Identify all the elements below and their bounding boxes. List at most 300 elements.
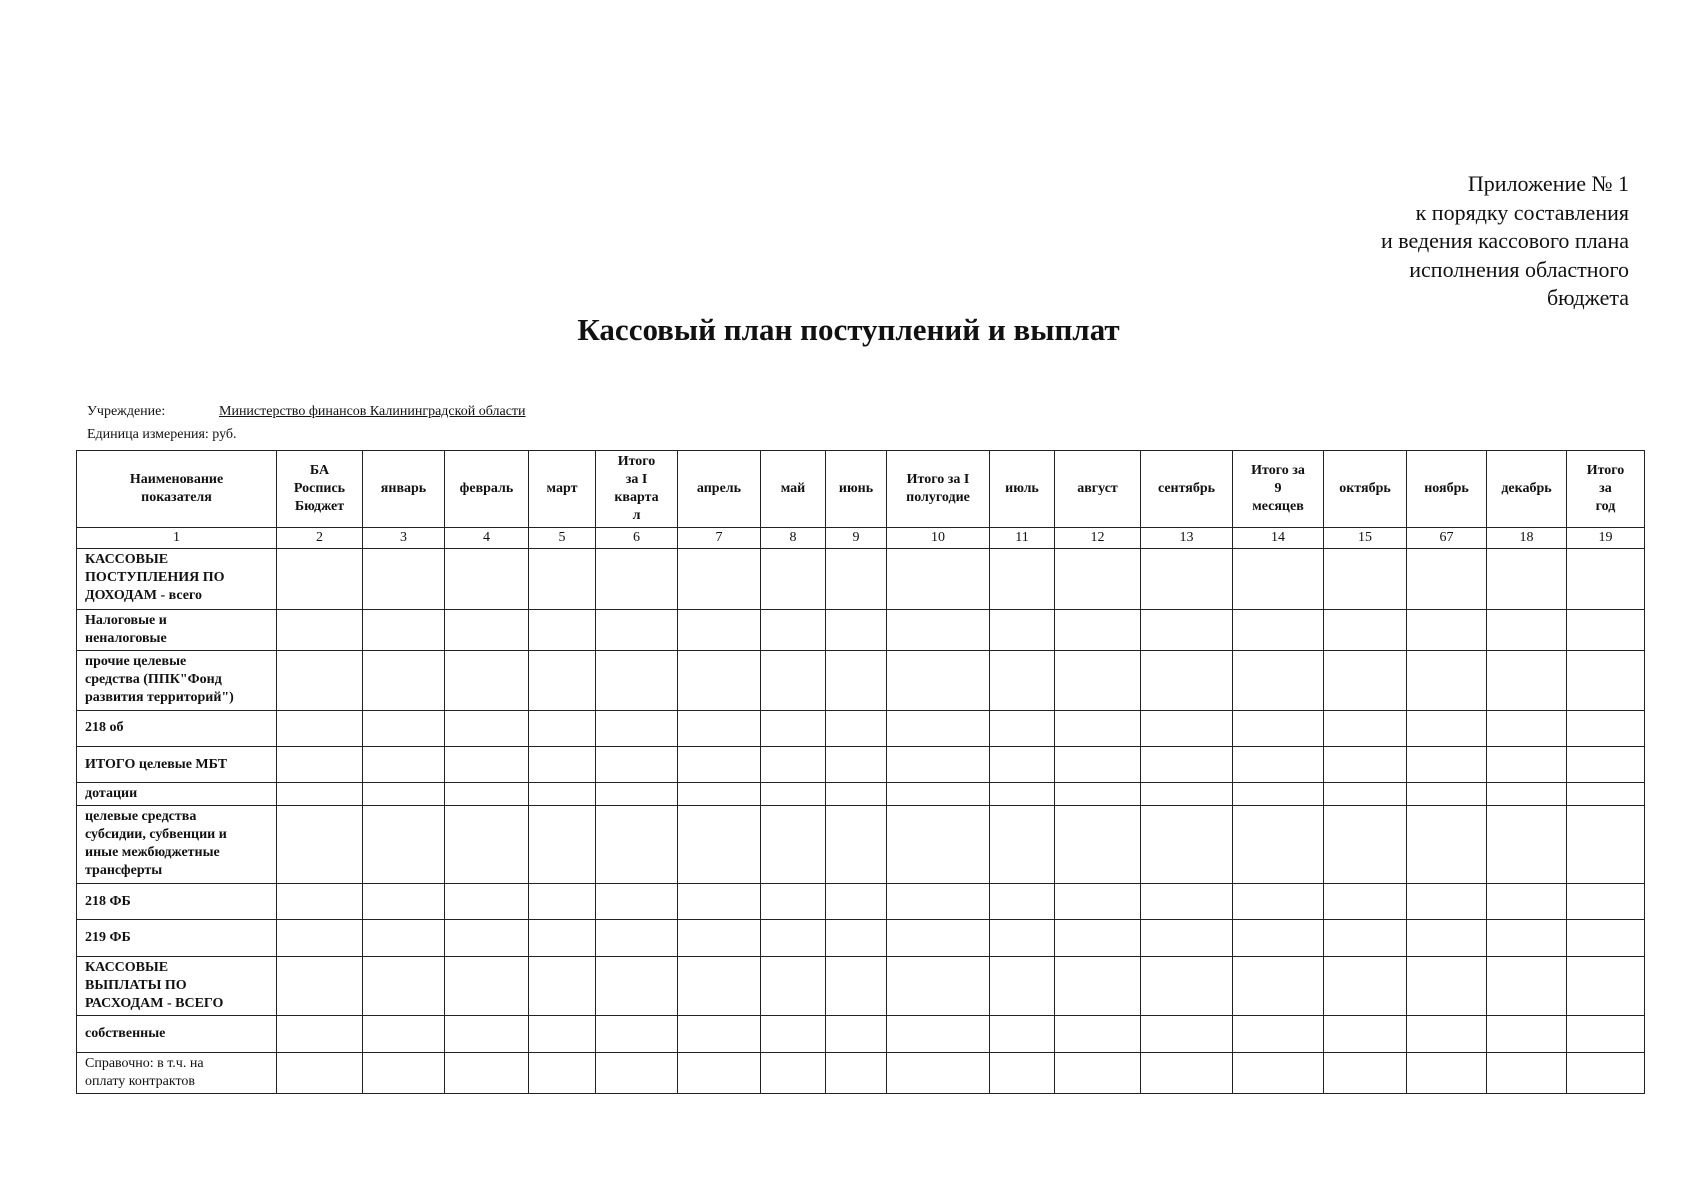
value-cell xyxy=(363,746,445,782)
value-cell xyxy=(529,956,596,1016)
column-header xyxy=(1567,451,1645,528)
value-cell xyxy=(1487,651,1567,711)
cell-text-line: субсидии, субвенции и xyxy=(85,827,227,843)
value-cell xyxy=(1055,884,1141,920)
table-row xyxy=(77,746,1645,782)
value-cell xyxy=(1141,746,1233,782)
table-row xyxy=(77,1052,1645,1093)
value-cell xyxy=(529,549,596,610)
value-cell xyxy=(529,1016,596,1052)
table-row xyxy=(77,956,1645,1016)
value-cell xyxy=(1055,806,1141,884)
value-cell xyxy=(596,710,678,746)
column-number: 6 xyxy=(596,528,678,549)
table-row xyxy=(77,920,1645,956)
cell-text-line: средства (ППК"Фонд xyxy=(85,672,222,688)
cell-text-line: ВЫПЛАТЫ ПО xyxy=(85,977,187,993)
row-label xyxy=(77,746,277,782)
column-number: 3 xyxy=(363,528,445,549)
table-row xyxy=(77,609,1645,650)
table-row xyxy=(77,651,1645,711)
header-row xyxy=(77,451,1645,528)
value-cell xyxy=(1567,746,1645,782)
column-header xyxy=(77,451,277,528)
cell-text-line: 218 ФБ xyxy=(85,893,131,909)
value-cell xyxy=(1487,806,1567,884)
cell-text-line: октябрь xyxy=(1339,481,1391,496)
value-cell xyxy=(1407,746,1487,782)
cell-text-line: РАСХОДАМ - ВСЕГО xyxy=(85,995,224,1011)
value-cell xyxy=(761,884,826,920)
value-cell xyxy=(1055,920,1141,956)
value-cell xyxy=(363,710,445,746)
cell-text-line: январь xyxy=(380,481,427,496)
institution-label: Учреждение: xyxy=(87,404,166,419)
cell-text-line: полугодие xyxy=(906,490,970,505)
value-cell xyxy=(277,806,363,884)
cell-text-line: Итого xyxy=(617,454,656,469)
column-header xyxy=(1141,451,1233,528)
value-cell xyxy=(445,884,529,920)
value-cell xyxy=(1233,609,1324,650)
cell-text-line: трансферты xyxy=(85,863,163,879)
appendix-line: Приложение № 1 xyxy=(1467,171,1629,196)
value-cell xyxy=(1487,1052,1567,1093)
appendix-block xyxy=(1381,170,1629,313)
value-cell xyxy=(1487,884,1567,920)
value-cell xyxy=(445,806,529,884)
cell-text-line: собственные xyxy=(85,1025,166,1041)
value-cell xyxy=(277,549,363,610)
value-cell xyxy=(277,746,363,782)
value-cell xyxy=(1233,956,1324,1016)
value-cell xyxy=(277,956,363,1016)
value-cell xyxy=(826,1052,887,1093)
column-header xyxy=(596,451,678,528)
value-cell xyxy=(887,549,990,610)
value-cell xyxy=(529,783,596,806)
column-number: 19 xyxy=(1567,528,1645,549)
value-cell xyxy=(363,549,445,610)
value-cell xyxy=(826,920,887,956)
value-cell xyxy=(1407,806,1487,884)
value-cell xyxy=(761,783,826,806)
value-cell xyxy=(887,710,990,746)
value-cell xyxy=(990,549,1055,610)
value-cell xyxy=(678,746,761,782)
column-number: 4 xyxy=(445,528,529,549)
table-body xyxy=(77,528,1645,1094)
column-number: 5 xyxy=(529,528,596,549)
value-cell xyxy=(1055,1052,1141,1093)
value-cell xyxy=(990,956,1055,1016)
appendix-line: бюджета xyxy=(1546,285,1629,310)
value-cell xyxy=(1407,920,1487,956)
value-cell xyxy=(761,710,826,746)
value-cell xyxy=(277,783,363,806)
value-cell xyxy=(1324,806,1407,884)
value-cell xyxy=(363,651,445,711)
cell-text-line: Итого за xyxy=(1251,463,1305,478)
value-cell xyxy=(678,549,761,610)
column-header xyxy=(529,451,596,528)
column-header xyxy=(277,451,363,528)
column-header xyxy=(1233,451,1324,528)
value-cell xyxy=(1055,651,1141,711)
value-cell xyxy=(445,746,529,782)
value-cell xyxy=(277,920,363,956)
value-cell xyxy=(1567,1016,1645,1052)
value-cell xyxy=(1141,783,1233,806)
institution-line xyxy=(87,404,526,420)
column-header xyxy=(826,451,887,528)
column-number: 9 xyxy=(826,528,887,549)
value-cell xyxy=(1487,549,1567,610)
table-row xyxy=(77,1016,1645,1052)
value-cell xyxy=(826,549,887,610)
appendix-line: и ведения кассового плана xyxy=(1380,228,1629,253)
value-cell xyxy=(363,783,445,806)
value-cell xyxy=(1055,746,1141,782)
cell-text-line: ПОСТУПЛЕНИЯ ПО xyxy=(85,570,225,586)
appendix-line: исполнения областного xyxy=(1409,256,1629,282)
value-cell xyxy=(1324,956,1407,1016)
cell-text-line: иные межбюджетные xyxy=(85,845,220,861)
value-cell xyxy=(596,956,678,1016)
value-cell xyxy=(990,806,1055,884)
value-cell xyxy=(596,1052,678,1093)
cell-text-line: июль xyxy=(1005,481,1039,496)
value-cell xyxy=(1407,1052,1487,1093)
cell-text-line: дотации xyxy=(85,786,138,802)
table-row xyxy=(77,549,1645,610)
value-cell xyxy=(529,609,596,650)
value-cell xyxy=(529,746,596,782)
value-cell xyxy=(1141,1016,1233,1052)
value-cell xyxy=(826,783,887,806)
value-cell xyxy=(1141,549,1233,610)
value-cell xyxy=(277,710,363,746)
column-header xyxy=(1487,451,1567,528)
value-cell xyxy=(1233,746,1324,782)
value-cell xyxy=(1567,549,1645,610)
column-header xyxy=(678,451,761,528)
cell-text-line: месяцев xyxy=(1252,499,1304,514)
value-cell xyxy=(445,710,529,746)
row-label xyxy=(77,1016,277,1052)
value-cell xyxy=(1233,1016,1324,1052)
value-cell xyxy=(1407,783,1487,806)
value-cell xyxy=(277,884,363,920)
column-number: 18 xyxy=(1487,528,1567,549)
cell-text-line: Роспись xyxy=(293,481,346,496)
value-cell xyxy=(678,956,761,1016)
value-cell xyxy=(529,651,596,711)
value-cell xyxy=(1567,651,1645,711)
value-cell xyxy=(990,783,1055,806)
cell-text-line: за I xyxy=(625,472,648,487)
value-cell xyxy=(596,651,678,711)
value-cell xyxy=(1233,920,1324,956)
value-cell xyxy=(678,884,761,920)
row-label xyxy=(77,1052,277,1093)
value-cell xyxy=(1407,609,1487,650)
value-cell xyxy=(1233,651,1324,711)
value-cell xyxy=(1233,884,1324,920)
value-cell xyxy=(1141,710,1233,746)
cell-text-line: КАССОВЫЕ xyxy=(85,959,169,975)
cell-text-line: февраль xyxy=(459,481,514,496)
value-cell xyxy=(529,884,596,920)
value-cell xyxy=(826,710,887,746)
value-cell xyxy=(1055,783,1141,806)
row-label xyxy=(77,956,277,1016)
value-cell xyxy=(1324,1016,1407,1052)
institution-value: Министерство финансов Калининградской области xyxy=(219,404,526,419)
table-row xyxy=(77,884,1645,920)
row-label xyxy=(77,884,277,920)
value-cell xyxy=(277,609,363,650)
value-cell xyxy=(1055,1016,1141,1052)
value-cell xyxy=(761,920,826,956)
column-number: 8 xyxy=(761,528,826,549)
cell-text-line: целевые средства xyxy=(85,809,197,825)
column-number: 15 xyxy=(1324,528,1407,549)
value-cell xyxy=(1407,710,1487,746)
column-number: 14 xyxy=(1233,528,1324,549)
value-cell xyxy=(1487,746,1567,782)
cell-text-line: март xyxy=(546,481,578,496)
value-cell xyxy=(1487,920,1567,956)
value-cell xyxy=(277,1052,363,1093)
value-cell xyxy=(990,651,1055,711)
column-header xyxy=(1407,451,1487,528)
value-cell xyxy=(1055,956,1141,1016)
cell-text-line: за xyxy=(1599,481,1612,496)
document-title: Кассовый план поступлений и выплат xyxy=(577,312,1120,347)
cell-text-line: июнь xyxy=(838,481,874,496)
value-cell xyxy=(1407,1016,1487,1052)
cell-text-line: август xyxy=(1077,481,1118,496)
value-cell xyxy=(1055,549,1141,610)
value-cell xyxy=(596,884,678,920)
cell-text-line: ДОХОДАМ - всего xyxy=(85,588,202,604)
value-cell xyxy=(1324,710,1407,746)
cell-text-line: Наименование xyxy=(129,472,224,487)
value-cell xyxy=(887,920,990,956)
value-cell xyxy=(1055,710,1141,746)
value-cell xyxy=(1487,1016,1567,1052)
value-cell xyxy=(1487,956,1567,1016)
column-number-row xyxy=(77,528,1645,549)
value-cell xyxy=(1233,1052,1324,1093)
value-cell xyxy=(363,609,445,650)
cell-text-line: май xyxy=(780,481,806,496)
value-cell xyxy=(887,1052,990,1093)
cell-text-line: л xyxy=(632,508,641,523)
value-cell xyxy=(826,806,887,884)
value-cell xyxy=(596,609,678,650)
value-cell xyxy=(887,783,990,806)
column-header xyxy=(887,451,990,528)
value-cell xyxy=(1324,884,1407,920)
value-cell xyxy=(887,806,990,884)
value-cell xyxy=(826,651,887,711)
value-cell xyxy=(1324,746,1407,782)
column-header xyxy=(363,451,445,528)
value-cell xyxy=(761,806,826,884)
value-cell xyxy=(678,783,761,806)
value-cell xyxy=(363,1052,445,1093)
value-cell xyxy=(596,1016,678,1052)
value-cell xyxy=(445,549,529,610)
cell-text-line: ИТОГО целевые МБТ xyxy=(85,756,228,772)
value-cell xyxy=(1233,710,1324,746)
column-header xyxy=(761,451,826,528)
value-cell xyxy=(1233,783,1324,806)
value-cell xyxy=(990,746,1055,782)
row-label xyxy=(77,710,277,746)
row-label xyxy=(77,651,277,711)
value-cell xyxy=(596,549,678,610)
value-cell xyxy=(678,1052,761,1093)
table-row xyxy=(77,783,1645,806)
column-number: 67 xyxy=(1407,528,1487,549)
column-header xyxy=(990,451,1055,528)
cell-text-line: декабрь xyxy=(1501,481,1552,496)
value-cell xyxy=(1487,609,1567,650)
cell-text-line: оплату контрактов xyxy=(85,1073,196,1089)
value-cell xyxy=(1233,549,1324,610)
value-cell xyxy=(1141,920,1233,956)
value-cell xyxy=(761,1052,826,1093)
value-cell xyxy=(887,609,990,650)
cell-text-line: сентябрь xyxy=(1157,481,1216,496)
value-cell xyxy=(678,1016,761,1052)
value-cell xyxy=(761,549,826,610)
value-cell xyxy=(678,710,761,746)
value-cell xyxy=(990,1016,1055,1052)
cell-text-line: апрель xyxy=(696,481,742,496)
column-number: 2 xyxy=(277,528,363,549)
value-cell xyxy=(826,609,887,650)
value-cell xyxy=(1487,710,1567,746)
cell-text-line: прочие целевые xyxy=(85,654,187,670)
value-cell xyxy=(363,1016,445,1052)
value-cell xyxy=(761,1016,826,1052)
value-cell xyxy=(1141,806,1233,884)
value-cell xyxy=(761,746,826,782)
value-cell xyxy=(1407,651,1487,711)
value-cell xyxy=(445,920,529,956)
column-number: 1 xyxy=(77,528,277,549)
value-cell xyxy=(445,651,529,711)
value-cell xyxy=(678,920,761,956)
row-label xyxy=(77,549,277,610)
cell-text-line: Справочно: в т.ч. на xyxy=(85,1055,204,1071)
value-cell xyxy=(363,920,445,956)
value-cell xyxy=(445,783,529,806)
column-number: 13 xyxy=(1141,528,1233,549)
value-cell xyxy=(1141,956,1233,1016)
value-cell xyxy=(596,746,678,782)
column-number: 7 xyxy=(678,528,761,549)
cell-text-line: 218 об xyxy=(85,720,124,736)
value-cell xyxy=(529,920,596,956)
value-cell xyxy=(678,609,761,650)
value-cell xyxy=(887,884,990,920)
value-cell xyxy=(1141,651,1233,711)
value-cell xyxy=(363,806,445,884)
value-cell xyxy=(1055,609,1141,650)
cell-text-line: неналоговые xyxy=(85,630,167,646)
value-cell xyxy=(596,783,678,806)
cell-text-line: 219 ФБ xyxy=(85,930,131,946)
cell-text-line: КАССОВЫЕ xyxy=(85,552,169,568)
value-cell xyxy=(1324,1052,1407,1093)
value-cell xyxy=(678,651,761,711)
value-cell xyxy=(990,609,1055,650)
row-label xyxy=(77,806,277,884)
value-cell xyxy=(1324,549,1407,610)
value-cell xyxy=(761,651,826,711)
appendix-line: к порядку составления xyxy=(1415,199,1629,225)
table-row xyxy=(77,806,1645,884)
value-cell xyxy=(529,1052,596,1093)
cell-text-line: показателя xyxy=(141,490,212,505)
value-cell xyxy=(1567,806,1645,884)
value-cell xyxy=(1567,920,1645,956)
cell-text-line: Налоговые и xyxy=(85,612,167,628)
value-cell xyxy=(1141,1052,1233,1093)
value-cell xyxy=(1407,884,1487,920)
cash-plan-table xyxy=(76,450,1645,1094)
value-cell xyxy=(826,746,887,782)
value-cell xyxy=(596,806,678,884)
cell-text-line: год xyxy=(1595,499,1616,514)
row-label xyxy=(77,920,277,956)
column-number: 10 xyxy=(887,528,990,549)
value-cell xyxy=(529,710,596,746)
cell-text-line: Бюджет xyxy=(294,499,345,514)
value-cell xyxy=(363,884,445,920)
value-cell xyxy=(529,806,596,884)
value-cell xyxy=(826,884,887,920)
value-cell xyxy=(1567,956,1645,1016)
cell-text-line: БА xyxy=(309,463,330,478)
value-cell xyxy=(277,651,363,711)
value-cell xyxy=(761,956,826,1016)
value-cell xyxy=(1567,884,1645,920)
value-cell xyxy=(1324,920,1407,956)
value-cell xyxy=(826,956,887,1016)
value-cell xyxy=(1141,884,1233,920)
cell-text-line: 9 xyxy=(1274,481,1282,496)
value-cell xyxy=(445,956,529,1016)
value-cell xyxy=(445,1052,529,1093)
value-cell xyxy=(1567,609,1645,650)
value-cell xyxy=(1324,783,1407,806)
value-cell xyxy=(826,1016,887,1052)
table-row xyxy=(77,710,1645,746)
column-header xyxy=(1324,451,1407,528)
value-cell xyxy=(1407,549,1487,610)
value-cell xyxy=(887,651,990,711)
value-cell xyxy=(277,1016,363,1052)
value-cell xyxy=(445,609,529,650)
cell-text-line: Итого за I xyxy=(906,472,970,487)
value-cell xyxy=(596,920,678,956)
